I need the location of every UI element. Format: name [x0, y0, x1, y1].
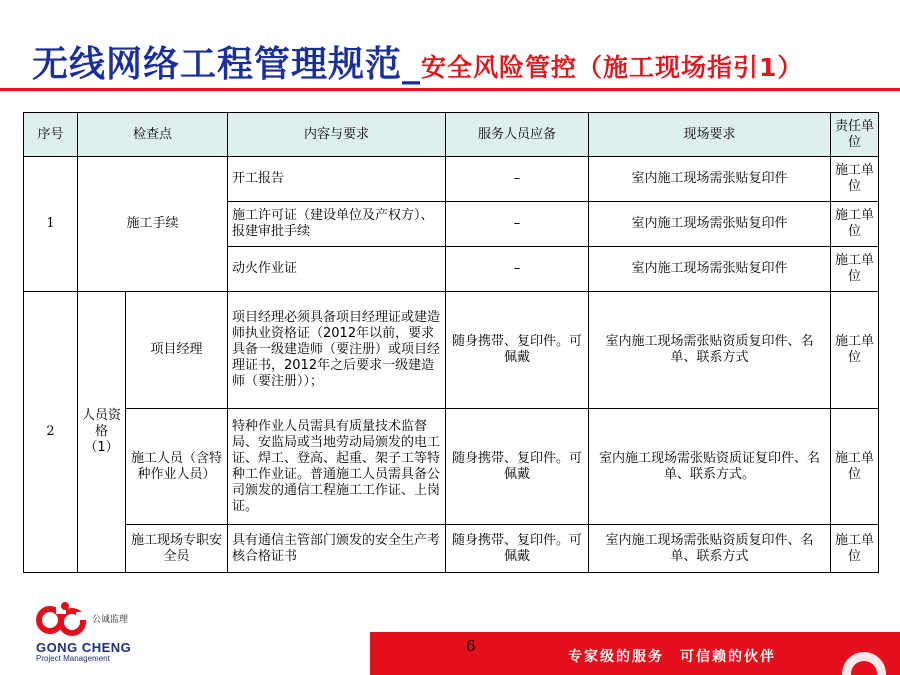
- cell-owner: 施工单位: [831, 157, 879, 202]
- table-row: [24, 292, 879, 409]
- cell-content: 具有通信主管部门颁发的安全生产考核合格证书: [228, 525, 446, 573]
- header-staff: 服务人员应备: [446, 113, 589, 157]
- cell-seq: 2: [24, 292, 78, 573]
- cell-checkpoint: 施工手续: [78, 157, 228, 292]
- header-site: 现场要求: [589, 113, 831, 157]
- inspection-table: [23, 112, 879, 573]
- cell-site: 室内施工现场需张贴资质证复印件、名单、联系方式。: [589, 409, 831, 525]
- cell-content: 施工许可证（建设单位及产权方）、报建审批手续: [228, 202, 446, 247]
- title-subtitle: 安全风险管控（施工现场指引1）: [421, 53, 804, 82]
- cell-owner: 施工单位: [831, 292, 879, 409]
- cell-content: 开工报告: [228, 157, 446, 202]
- table-row: [24, 409, 879, 525]
- footer-slogan: 专家级的服务 可信赖的伙伴: [568, 649, 776, 665]
- cell-site: 室内施工现场需张贴复印件: [589, 202, 831, 247]
- cell-site: 室内施工现场需张贴资质复印件、名单、联系方式: [589, 525, 831, 573]
- table-header-row: [24, 113, 879, 157]
- cell-staff: 随身携带、复印件。可佩戴: [446, 409, 589, 525]
- cell-staff: –: [446, 202, 589, 247]
- header-checkpoint: 检查点: [78, 113, 228, 157]
- logo-tagline: Project Management: [36, 654, 110, 663]
- cell-site: 室内施工现场需张贴复印件: [589, 247, 831, 292]
- cell-content: 动火作业证: [228, 247, 446, 292]
- cell-owner: 施工单位: [831, 409, 879, 525]
- header-seq: 序号: [24, 113, 78, 157]
- title-separator: _: [402, 44, 422, 85]
- cell-staff: 随身携带、复印件。可佩戴: [446, 525, 589, 573]
- title-divider: [0, 88, 900, 91]
- cell-subcheckpoint: 施工现场专职安全员: [126, 525, 228, 573]
- company-logo: [36, 598, 166, 668]
- cell-staff: –: [446, 157, 589, 202]
- cell-site: 室内施工现场需张贴复印件: [589, 157, 831, 202]
- cell-staff: –: [446, 247, 589, 292]
- cell-subcheckpoint: 项目经理: [126, 292, 228, 409]
- page-number: 6: [466, 637, 476, 655]
- cell-subcheckpoint: 施工人员（含特种作业人员）: [126, 409, 228, 525]
- header-content: 内容与要求: [228, 113, 446, 157]
- cell-site: 室内施工现场需张贴资质复印件、名单、联系方式: [589, 292, 831, 409]
- table-row: [24, 525, 879, 573]
- cell-seq: 1: [24, 157, 78, 292]
- cell-owner: 施工单位: [831, 525, 879, 573]
- header-owner: 责任单位: [831, 113, 879, 157]
- cell-content: 项目经理必须具备项目经理证或建造师执业资格证（2012年以前，要求具备一级建造师（要注册）或项目经理证书，2012年之后要求一级建造师（要注册））；: [228, 292, 446, 409]
- title-main-text: 无线网络工程管理规范: [32, 44, 403, 85]
- logo-en-text: GONG CHENG: [36, 640, 132, 655]
- page-title: [32, 36, 803, 87]
- cell-owner: 施工单位: [831, 247, 879, 292]
- gc-logo-icon: [36, 598, 88, 642]
- table-row: [24, 157, 879, 202]
- cell-checkpoint: 人员资格（1）: [78, 292, 126, 573]
- logo-cn-text: 公诚监理: [92, 615, 129, 625]
- cell-owner: 施工单位: [831, 202, 879, 247]
- cell-staff: 随身携带、复印件。可佩戴: [446, 292, 589, 409]
- cell-content: 特种作业人员需具有质量技术监督局、安监局或当地劳动局颁发的电工证、焊工、登高、起重、架子工等特种工作业证。普通施工人员需具备公司颁发的通信工程施工工作证、上岗证。: [228, 409, 446, 525]
